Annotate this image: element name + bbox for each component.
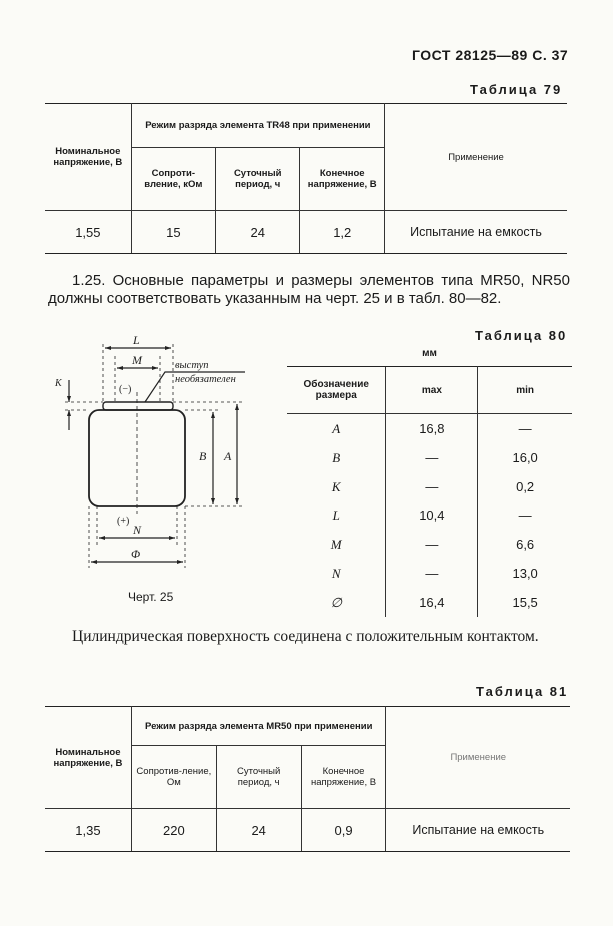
table81-col-final-voltage: Конечное напряжение, В bbox=[301, 746, 386, 809]
terminal-cap bbox=[103, 402, 173, 410]
table79-cell-final-voltage: 1,2 bbox=[300, 211, 385, 254]
table79 bbox=[45, 103, 567, 254]
note-line2: необязателен bbox=[175, 374, 236, 385]
table80-cell-name: B bbox=[332, 449, 341, 465]
table79-col-voltage: Номинальное напряжение, В bbox=[45, 104, 131, 211]
table80-cell-min: 15,5 bbox=[512, 595, 538, 610]
table80-col-max: max bbox=[386, 367, 478, 414]
table80-cell-min: 0,2 bbox=[516, 479, 535, 494]
label-L: L bbox=[133, 333, 140, 347]
table81-col-resistance: Сопротив-ление, Ом bbox=[131, 746, 216, 809]
table81-cell-period: 24 bbox=[216, 809, 301, 852]
table80-cell-max: — bbox=[386, 530, 478, 559]
table80-cell-min: 13,0 bbox=[512, 566, 538, 581]
table79-cell-application: Испытание на емкость bbox=[385, 211, 567, 254]
table81-col-voltage: Номинальное напряжение, В bbox=[45, 707, 131, 809]
table80-row bbox=[287, 501, 572, 530]
table81-caption: Таблица 81 bbox=[476, 684, 569, 699]
table81-cell-final-voltage: 0,9 bbox=[301, 809, 386, 852]
table80-cell-name: M bbox=[330, 536, 342, 552]
table80-row bbox=[287, 588, 572, 617]
table80-cell-name: A bbox=[332, 420, 341, 436]
table81-cell-voltage: 1,35 bbox=[45, 809, 131, 852]
table80-col-min: min bbox=[478, 367, 572, 414]
table79-col-final-voltage: Конечное напряжение, В bbox=[300, 148, 385, 211]
label-plus: (+) bbox=[117, 516, 130, 527]
table80-row bbox=[287, 443, 572, 472]
table81 bbox=[45, 706, 570, 852]
note-line1: выступ bbox=[175, 360, 209, 371]
table80-cell-name: L bbox=[332, 507, 340, 523]
table80-cell-max: 10,4 bbox=[386, 501, 478, 530]
table79-group-header: Режим разряда элемента TR48 при применении bbox=[131, 104, 384, 148]
table80 bbox=[287, 348, 572, 617]
table80-cell-min: — bbox=[518, 421, 532, 436]
label-M: M bbox=[132, 353, 142, 367]
table80-body bbox=[287, 414, 572, 618]
table80-cell-max: — bbox=[386, 443, 478, 472]
table80-col-designation: Обозначение размера bbox=[287, 367, 386, 414]
table80-cell-name: N bbox=[331, 565, 341, 581]
table80-cell-name: ∅ bbox=[330, 594, 342, 610]
table80-cell-max: — bbox=[386, 559, 478, 588]
cell-drawing bbox=[45, 330, 285, 580]
table80-cell-max: — bbox=[386, 472, 478, 501]
table80-row bbox=[287, 414, 572, 444]
table81-col-application: Применение bbox=[386, 707, 570, 809]
table79-col-period: Суточный период, ч bbox=[216, 148, 300, 211]
table80-row bbox=[287, 559, 572, 588]
label-B: B bbox=[199, 449, 207, 463]
table80-cell-name: K bbox=[331, 478, 341, 494]
drawing-caption: Черт. 25 bbox=[128, 590, 174, 604]
label-phi: Φ bbox=[131, 547, 141, 561]
table80-cell-min: 6,6 bbox=[516, 537, 535, 552]
table79-cell-period: 24 bbox=[216, 211, 300, 254]
table80-cell-max: 16,4 bbox=[386, 588, 478, 617]
table80-cell-max: 16,8 bbox=[386, 414, 478, 444]
table79-cell-resistance: 15 bbox=[131, 211, 215, 254]
label-minus: (−) bbox=[119, 384, 132, 395]
table80-row bbox=[287, 530, 572, 559]
table81-group-header: Режим разряда элемента MR50 при применении bbox=[131, 707, 386, 746]
paragraph-dimensions: 1.25. Основные параметры и размеры элементов типа MR50, NR50 должны соответствовать указанным на черт. 25 и в табл. 80—82. bbox=[48, 272, 570, 307]
page-header: ГОСТ 28125—89 С. 37 bbox=[412, 47, 569, 63]
label-A: A bbox=[224, 449, 232, 463]
table79-col-resistance: Сопроти-вление, кОм bbox=[131, 148, 215, 211]
table80-caption: Таблица 80 bbox=[475, 328, 568, 343]
table81-col-period: Суточный период, ч bbox=[216, 746, 301, 809]
table80-cell-min: 16,0 bbox=[512, 450, 538, 465]
table81-cell-resistance: 220 bbox=[131, 809, 216, 852]
paragraph-surface: Цилиндрическая поверхность соединена с положительным контактом. bbox=[72, 628, 539, 645]
table81-cell-application: Испытание на емкость bbox=[386, 809, 570, 852]
label-K: K bbox=[55, 378, 62, 389]
table80-unit: мм bbox=[422, 348, 437, 359]
table80-row bbox=[287, 472, 572, 501]
table79-cell-voltage: 1,55 bbox=[45, 211, 131, 254]
table79-caption: Таблица 79 bbox=[470, 82, 563, 97]
table79-col-application: Применение bbox=[385, 104, 567, 211]
label-N: N bbox=[133, 523, 142, 537]
table80-cell-min: — bbox=[518, 508, 532, 523]
